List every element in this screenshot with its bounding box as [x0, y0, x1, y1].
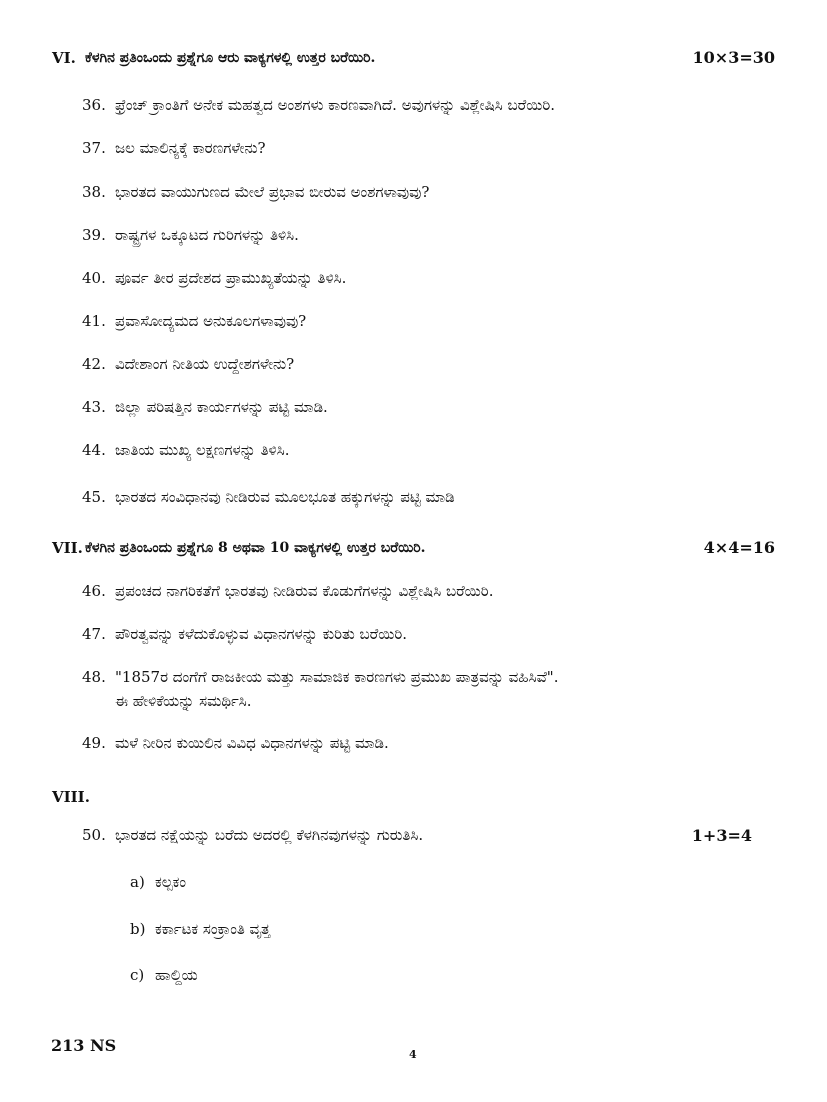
question-number: 50.: [82, 826, 106, 844]
page-number: 4: [409, 1048, 417, 1061]
question-text: ಜಲ ಮಾಲಿನ್ಯಕ್ಕೆ ಕಾರಣಗಳೇನು?: [115, 139, 266, 157]
question-number: 40.: [82, 269, 106, 287]
question-number: 43.: [82, 398, 106, 416]
question-text: ಪ್ರಪಂಚದ ನಾಗರಿಕತೆಗೆ ಭಾರತವು ನೀಡಿರುವ ಕೊಡುಗೆಗಳನ್ನು ವಿಶ್ಲೇಷಿಸಿ ಬರೆಯಿರಿ.: [115, 582, 494, 600]
question-text: "1857ರ ದಂಗೆಗೆ ರಾಜಕೀಯ ಮತ್ತು ಸಾಮಾಜಿಕ ಕಾರಣಗಳು ಪ್ರಮುಖ ಪಾತ್ರವನ್ನು ವಹಿಸಿವೆ".: [115, 668, 559, 686]
section-vi-label: VI.: [52, 49, 76, 67]
section-vi-marks: 10×3=30: [692, 48, 775, 67]
section-vi-instruction: ಕೆಳಗಿನ ಪ್ರತಿಂಒಂದು ಪ್ರಶ್ನೆಗೂ ಆರು ವಾಕ್ಯಗಳಲ್ಲಿ ಉತ್ತರ ಬರೆಯಿರಿ.: [85, 50, 376, 66]
question-text: ಭಾರತದ ವಾಯುಗುಣದ ಮೇಲೆ ಪ್ರಭಾವ ಬೀರುವ ಅಂಶಗಳಾವುವು?: [115, 183, 430, 201]
question-number: 42.: [82, 355, 106, 373]
question-text-continuation: ಈ ಹೇಳಿಕೆಯನ್ನು ಸಮರ್ಥಿಸಿ.: [115, 692, 252, 710]
section-vii-label: VII.: [52, 539, 83, 557]
question-text: ಜಿಲ್ಲಾ ಪರಿಷತ್ತಿನ ಕಾರ್ಯಗಳನ್ನು ಪಟ್ಟಿ ಮಾಡಿ.: [115, 398, 328, 416]
question-number: 47.: [82, 625, 106, 643]
subitem-label: c): [130, 966, 145, 984]
question-number: 49.: [82, 734, 106, 752]
subitem-label: a): [130, 873, 145, 891]
question-number: 41.: [82, 312, 106, 330]
question-number: 37.: [82, 139, 106, 157]
question-number: 39.: [82, 226, 106, 244]
subitem-text: ಹಾಲ್ದಿಯ: [155, 966, 198, 984]
subitem-label: b): [130, 920, 146, 938]
question-number: 48.: [82, 668, 106, 686]
section-vii-instruction: ಕೆಳಗಿನ ಪ್ರತಿಂಒಂದು ಪ್ರಶ್ನೆಗೂ 8 ಅಥವಾ 10 ವಾಕ್ಯಗಳಲ್ಲಿ ಉತ್ತರ ಬರೆಯಿರಿ.: [85, 540, 426, 556]
section-viii-label: VIII.: [52, 788, 90, 806]
subitem-text: ಕರ್ಕಾಟಕ ಸಂಕ್ರಾಂತಿ ವೃತ್ತ: [155, 920, 271, 938]
question-text: ಭಾರತದ ನಕ್ಷೆಯನ್ನು ಬರೆದು ಅದರಲ್ಲಿ ಕೆಳಗಿನವುಗಳನ್ನು ಗುರುತಿಸಿ.: [115, 826, 424, 844]
question-number: 36.: [82, 96, 106, 114]
question-50-marks: 1+3=4: [691, 826, 752, 845]
question-number: 44.: [82, 441, 106, 459]
question-text: ರಾಷ್ಟ್ರಗಳ ಒಕ್ಕೂಟದ ಗುರಿಗಳನ್ನು ತಿಳಿಸಿ.: [115, 226, 299, 244]
question-text: ಮಳೆ ನೀರಿನ ಕುಯಿಲಿನ ವಿವಿಧ ವಿಧಾನಗಳನ್ನು ಪಟ್ಟಿ ಮಾಡಿ.: [115, 734, 389, 752]
question-number: 38.: [82, 183, 106, 201]
question-text: ಪೌರತ್ವವನ್ನು ಕಳೆದುಕೊಳ್ಳುವ ವಿಧಾನಗಳನ್ನು ಕುರಿತು ಬರೆಯಿರಿ.: [115, 625, 408, 643]
question-number: 46.: [82, 582, 106, 600]
question-text: ಪೂರ್ವ ತೀರ ಪ್ರದೇಶದ ಪ್ರಾಮುಖ್ಯತೆಯನ್ನು ತಿಳಿಸಿ.: [115, 269, 347, 287]
subitem-text: ಕಲ್ಪಕಂ: [155, 873, 187, 891]
question-number: 45.: [82, 488, 106, 506]
question-text: ಜಾತಿಯ ಮುಖ್ಯ ಲಕ್ಷಣಗಳನ್ನು ತಿಳಿಸಿ.: [115, 441, 290, 459]
question-text: ಭಾರತದ ಸಂವಿಧಾನವು ನೀಡಿರುವ ಮೂಲಭೂತ ಹಕ್ಕುಗಳನ್ನು ಪಟ್ಟಿ ಮಾಡಿ: [115, 488, 455, 506]
question-text: ವಿದೇಶಾಂಗ ನೀತಿಯ ಉದ್ದೇಶಗಳೇನು?: [115, 355, 295, 373]
question-text: ಪ್ರವಾಸೋದ್ಯಮದ ಅನುಕೂಲಗಳಾವುವು?: [115, 312, 307, 330]
question-text: ಫ್ರೆಂಚ್ ಕ್ರಾಂತಿಗೆ ಅನೇಕ ಮಹತ್ವದ ಅಂಶಗಳು ಕಾರಣವಾಗಿದೆ. ಅವುಗಳನ್ನು ವಿಶ್ಲೇಷಿಸಿ ಬರೆಯಿರಿ.: [115, 96, 556, 114]
section-vii-marks: 4×4=16: [703, 538, 775, 557]
paper-code: 213 NS: [51, 1036, 117, 1055]
